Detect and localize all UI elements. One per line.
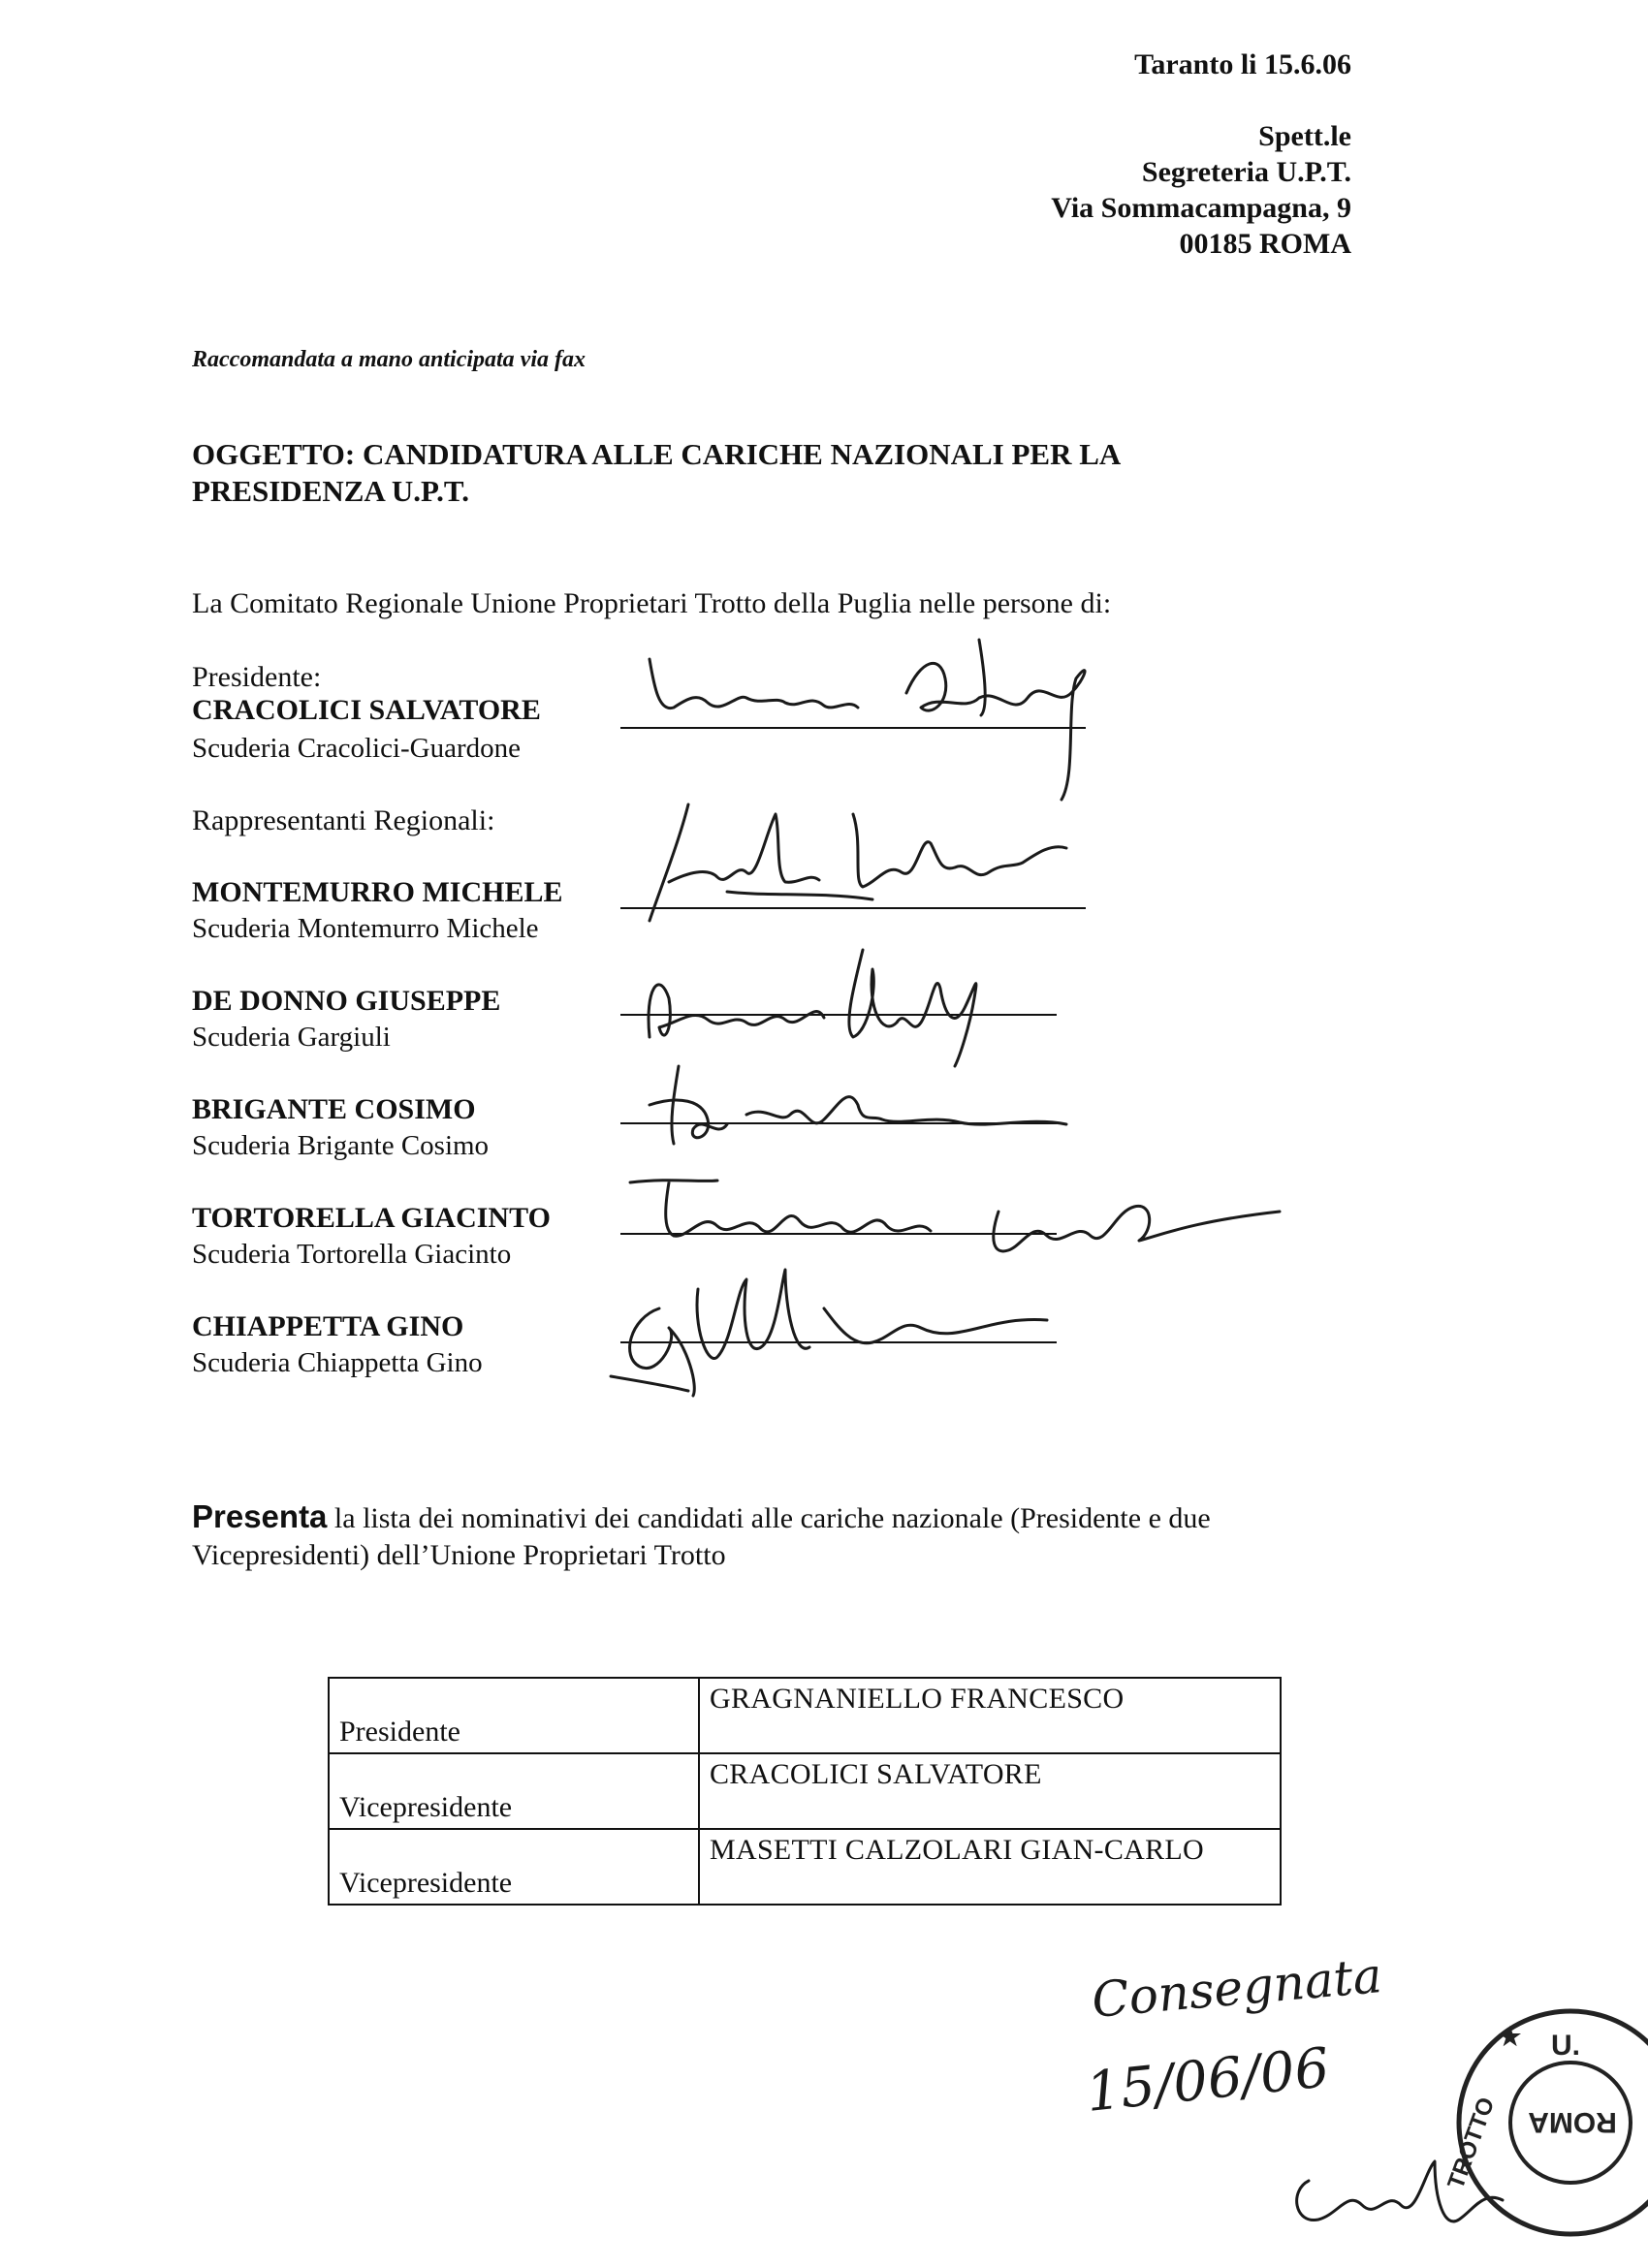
svg-text:TROTTO: TROTTO	[1442, 2094, 1501, 2193]
recipient-line: 00185 ROMA	[1179, 228, 1351, 260]
recipient-address	[1051, 118, 1351, 262]
candidates-table	[328, 1677, 1282, 1906]
representative-stable: Scuderia Brigante Cosimo	[192, 1130, 490, 1161]
president-stable: Scuderia Cracolici-Guardone	[192, 733, 521, 764]
intro-text: La Comitato Regionale Unione Proprietari Trotto della Puglia nelle persone di:	[192, 587, 1112, 619]
svg-text:U.: U.	[1551, 2030, 1580, 2062]
svg-text:★: ★	[1499, 2022, 1522, 2051]
representative-name: DE DONNO GIUSEPPE	[192, 985, 501, 1017]
place-date: Taranto li 15.6.06	[1134, 48, 1351, 80]
candidate-role: Vicepresidente	[329, 1753, 699, 1829]
table-row	[329, 1829, 1281, 1905]
representatives-heading: Rappresentanti Regionali:	[192, 804, 495, 836]
president-name: CRACOLICI SALVATORE	[192, 694, 541, 726]
candidate-role: Vicepresidente	[329, 1829, 699, 1905]
presenta-paragraph	[192, 1498, 1211, 1574]
stamp-icon	[1406, 1997, 1648, 2249]
table-row	[329, 1678, 1281, 1753]
president-role: Presidente:	[192, 661, 322, 693]
candidate-name: GRAGNANIELLO FRANCESCO	[699, 1678, 1281, 1753]
signature-brigante	[620, 1047, 1163, 1163]
subject-line-1: OGGETTO: CANDIDATURA ALLE CARICHE NAZIONALI PER LA	[192, 437, 1122, 471]
delivery-note: Raccomandata a mano anticipata via fax	[192, 347, 586, 372]
presenta-lead: Presenta	[192, 1498, 328, 1534]
representative-name: BRIGANTE COSIMO	[192, 1093, 476, 1125]
representative-name: CHIAPPETTA GINO	[192, 1310, 464, 1342]
recipient-line: Via Sommacampagna, 9	[1051, 192, 1351, 224]
table-row	[329, 1753, 1281, 1829]
svg-text:ROMA: ROMA	[1528, 2106, 1617, 2138]
handwritten-date: 15/06/06	[1083, 2036, 1333, 2125]
representative-stable: Scuderia Chiappetta Gino	[192, 1347, 483, 1378]
presenta-text: la lista dei nominativi dei candidati alle cariche nazionale (Presidente e due	[333, 1502, 1211, 1534]
signature-chiappetta	[601, 1250, 1066, 1405]
recipient-line: Segreteria U.P.T.	[1141, 156, 1351, 188]
representative-stable: Scuderia Tortorella Giacinto	[192, 1239, 512, 1270]
representative-name: TORTORELLA GIACINTO	[192, 1202, 551, 1234]
recipient-line: Spett.le	[1258, 120, 1351, 152]
candidate-role: Presidente	[329, 1678, 699, 1753]
subject	[192, 436, 1121, 510]
handwritten-note: Consegnata	[1090, 1947, 1384, 2029]
representative-stable: Scuderia Montemurro Michele	[192, 913, 539, 944]
subject-line-2: PRESIDENZA U.P.T.	[192, 474, 469, 508]
candidate-name: MASETTI CALZOLARI GIAN-CARLO	[699, 1829, 1281, 1905]
representative-name: MONTEMURRO MICHELE	[192, 876, 563, 908]
signature-montemurro	[630, 775, 1212, 940]
presenta-text-line-2: Vicepresidenti) dell’Unione Proprietari Trotto	[192, 1539, 726, 1571]
representative-stable: Scuderia Gargiuli	[192, 1022, 391, 1053]
candidate-name: CRACOLICI SALVATORE	[699, 1753, 1281, 1829]
